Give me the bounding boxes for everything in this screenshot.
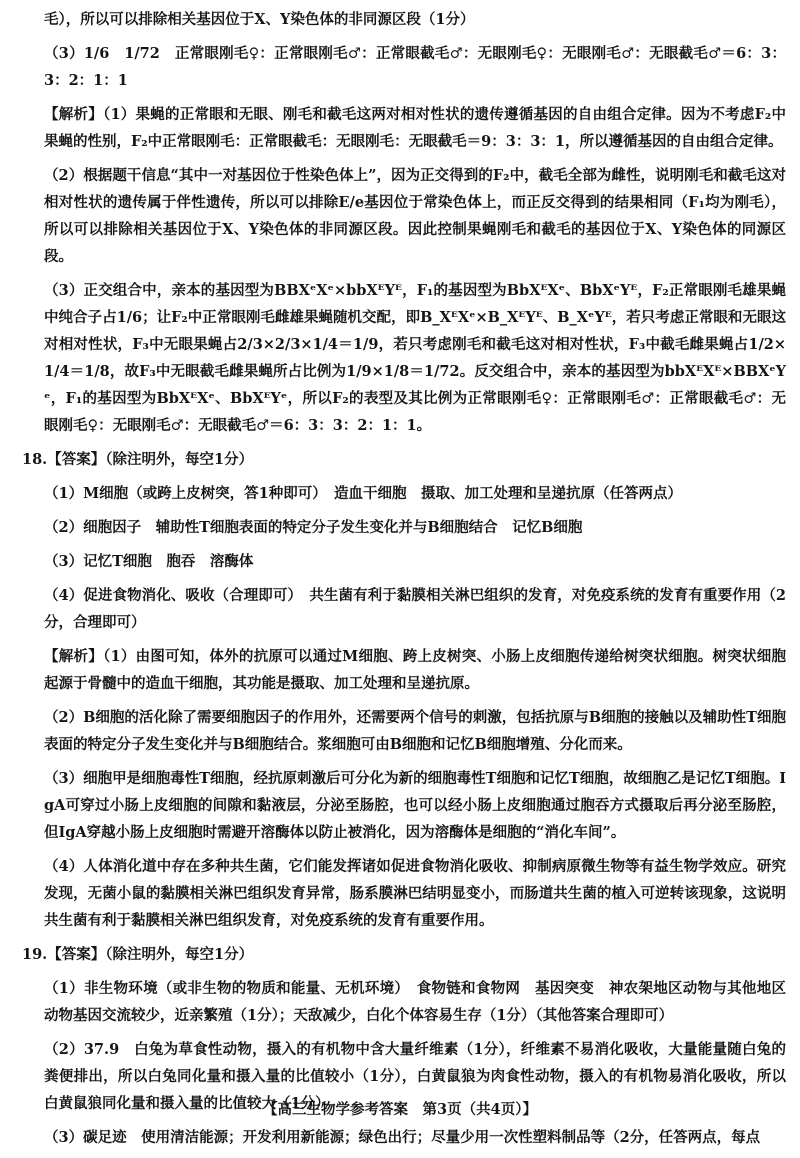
answer-paragraph xyxy=(36,582,786,636)
answer-paragraph xyxy=(36,6,786,33)
section-tag: 19.【答案】 xyxy=(22,946,106,963)
paragraph-text: （4）促进食物消化、吸收（合理即可） 共生菌有利于黏膜相关淋巴组织的发育，对免疫系统的发育有重要作用（2分，合理即可） xyxy=(44,587,786,631)
answer-paragraph xyxy=(36,1124,786,1151)
answer-paragraph xyxy=(36,975,786,1029)
paragraph-text: （2）根据题干信息“其中一对基因位于性染色体上”，因为正交得到的F₂中，截毛全部为雌性，说明刚毛和截毛这对相对性状的遗传属于伴性遗传，所以可以排除E/e基因位于常染色体上，而正反交得到的结果相同（F₁均为刚毛），所以可以排除相关基因位于X、Y染色体的非同源区段。因此控制果蝇刚毛和截毛的基因位于X、Y染色体的同源区段。 xyxy=(44,167,786,265)
paragraph-text: （1）果蝇的正常眼和无眼、刚毛和截毛这两对相对性状的遗传遵循基因的自由组合定律。因为不考虑F₂中果蝇的性别，F₂中正常眼刚毛：正常眼截毛：无眼刚毛：无眼截毛＝9：3：3：1，所以遵循基因的自由组合定律。 xyxy=(44,106,787,150)
paragraph-text: （除注明外，每空1分） xyxy=(105,451,254,468)
answer-content xyxy=(22,6,787,1158)
paragraph-text: （3）记忆T细胞 胞吞 溶酶体 xyxy=(44,553,254,570)
paragraph-text: （2）B细胞的活化除了需要细胞因子的作用外，还需要两个信号的刺激，包括抗原与B细胞的接触以及辅助性T细胞表面的特定分子发生变化并与B细胞结合。浆细胞可由B细胞和记忆B细胞增殖、分化而来。 xyxy=(44,709,786,753)
paragraph-text: （除注明外，每空1分） xyxy=(105,946,254,963)
paragraph-text: （4）人体消化道中存在多种共生菌，它们能发挥诸如促进食物消化吸收、抑制病原微生物等有益生物学效应。研究发现，无菌小鼠的黏膜相关淋巴组织发育异常，肠系膜淋巴结明显变小，而肠道共生菌的植入可逆转该现象，这说明共生菌有利于黏膜相关淋巴组织发育，对免疫系统的发育有重要作用。 xyxy=(44,858,786,929)
answer-paragraph xyxy=(36,765,786,846)
paragraph-text: （2）细胞因子 辅助性T细胞表面的特定分子发生变化并与B细胞结合 记忆B细胞 xyxy=(44,519,583,536)
answer-paragraph xyxy=(36,548,786,575)
analysis-paragraph xyxy=(36,643,786,697)
paragraph-text: （1）M细胞（或跨上皮树突，答1种即可） 造血干细胞 摄取、加工处理和呈递抗原（任答两点） xyxy=(44,485,682,502)
analysis-paragraph xyxy=(36,101,786,155)
paragraph-text: （1）由图可知，体外的抗原可以通过M细胞、跨上皮树突、小肠上皮细胞传递给树突状细胞。树突状细胞起源于骨髓中的造血干细胞，其功能是摄取、加工处理和呈递抗原。 xyxy=(44,648,787,692)
paragraph-text: （2）37.9 白兔为草食性动物，摄入的有机物中含大量纤维素（1分），纤维素不易消化吸收，大量能量随白兔的粪便排出，所以白兔同化量和摄入量的比值较小（1分），白黄鼠狼为肉食性动物，摄入的有机物易消化吸收，所以白黄鼠狼同化量和摄入量的比值较大（1分） xyxy=(44,1041,786,1112)
answer-paragraph xyxy=(36,162,786,270)
section-tag: 【解析】 xyxy=(44,106,103,123)
answer-paragraph xyxy=(36,40,786,94)
question-answer-header xyxy=(22,941,786,968)
answer-paragraph xyxy=(36,704,786,758)
section-tag: 18.【答案】 xyxy=(22,451,106,468)
answer-paragraph xyxy=(36,514,786,541)
paragraph-text: （3）1/6 1/72 正常眼刚毛♀：正常眼刚毛♂：正常眼截毛♂：无眼刚毛♀：无眼刚毛♂：无眼截毛♂＝6：3：3：2：1：1 xyxy=(44,45,786,89)
answer-paragraph xyxy=(36,853,786,934)
answer-paragraph xyxy=(36,480,786,507)
paragraph-text: （1）非生物环境（或非生物的物质和能量、无机环境） 食物链和食物网 基因突变 神农架地区动物与其他地区动物基因交流较少，近亲繁殖（1分）；天敌减少，白化个体容易生存（1分）（其他答案合理即可） xyxy=(44,980,786,1024)
paragraph-text: 毛），所以可以排除相关基因位于X、Y染色体的非同源区段（1分） xyxy=(44,11,475,28)
paragraph-text: （3）正交组合中，亲本的基因型为BBXᵉXᵉ×bbXᴱYᴱ，F₁的基因型为BbXᴱXᵉ、BbXᵉYᴱ，F₂正常眼刚毛雄果蝇中纯合子占1/6；让F₂中正常眼刚毛雌雄果蝇随机交配，即B_XᴱXᵉ×B_XᴱYᴱ、B_XᵉYᴱ，若只考虑正常眼和无眼这对相对性状，F₃中无眼果蝇占2/3×2/3×1/4＝1/9，若只考虑刚毛和截毛这对相对性状，F₃中截毛雌果蝇占1/2×1/4＝1/8，故F₃中无眼截毛雌果蝇所占比例为1/9×1/8＝1/72。反交组合中，亲本的基因型为bbXᴱXᴱ×BBXᵉYᵉ，F₁的基因型为BbXᴱXᵉ、BbXᴱYᵉ，所以F₂的表型及其比例为正常眼刚毛♀：正常眼刚毛♂：正常眼截毛♂：无眼刚毛♀：无眼刚毛♂：无眼截毛♂＝6：3：3：2：1：1。 xyxy=(44,282,786,434)
page-footer: 【高三生物学参考答案 第3页（共4页）】 xyxy=(263,1101,537,1118)
paragraph-text: （3）细胞甲是细胞毒性T细胞，经抗原刺激后可分化为新的细胞毒性T细胞和记忆T细胞，故细胞乙是记忆T细胞。IgA可穿过小肠上皮细胞的间隙和黏液层，分泌至肠腔，也可以经小肠上皮细胞通过胞吞方式摄取后再分泌至肠腔，但IgA穿越小肠上皮细胞时需避开溶酶体以防止被消化，因为溶酶体是细胞的“消化车间”。 xyxy=(44,770,786,841)
section-tag: 【解析】 xyxy=(44,648,104,665)
answer-paragraph xyxy=(36,277,786,439)
question-answer-header xyxy=(22,446,786,473)
paragraph-text: （3）碳足迹 使用清洁能源；开发利用新能源；绿色出行；尽量少用一次性塑料制品等（2分，任答两点，每点 xyxy=(44,1129,761,1146)
